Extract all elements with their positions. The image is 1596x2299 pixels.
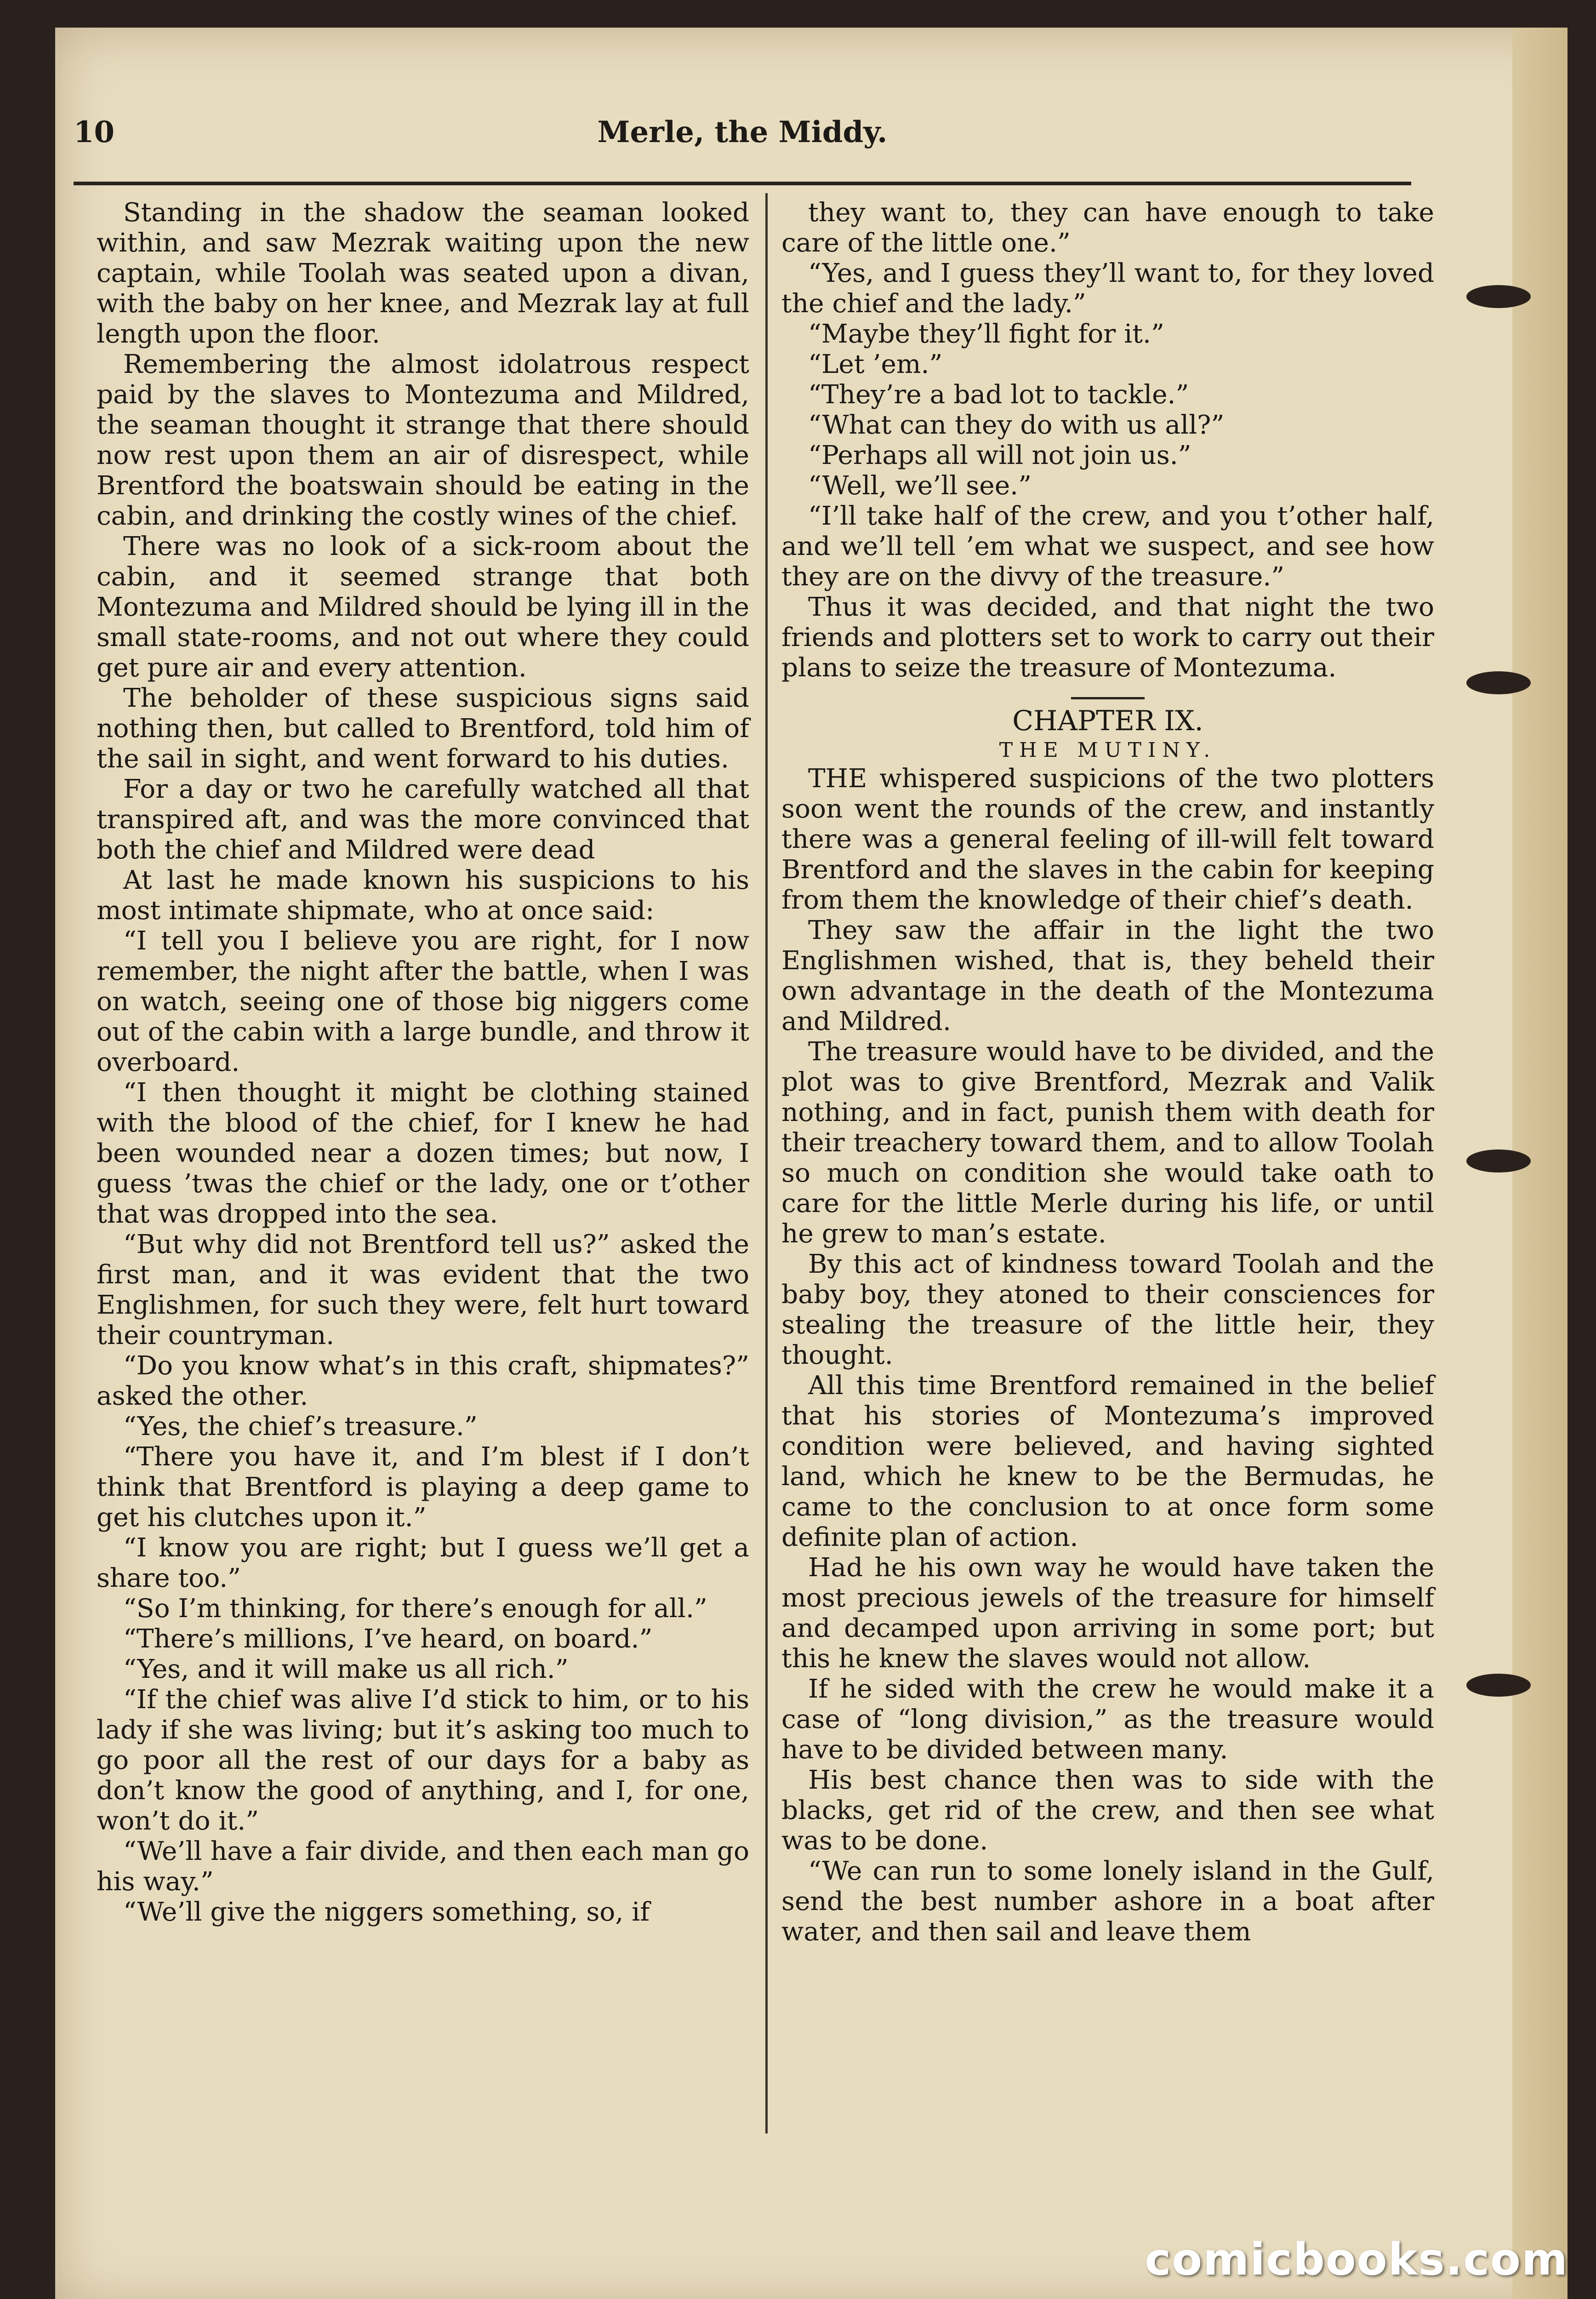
paragraph: “Maybe they’ll fight for it.”	[808, 319, 1164, 349]
column-divider	[765, 193, 768, 2133]
paragraph: “I know you are right; but I guess we’ll get a share too.”	[97, 1533, 749, 1593]
paragraph: By this act of kindness toward Toolah and the baby boy, they atoned to their consciences for stealing the treasure of the little heir, they thought.	[781, 1249, 1434, 1370]
paragraph: “We’ll have a fair divide, and then each man go his way.”	[97, 1836, 749, 1897]
paragraph: The treasure would have to be divided, and the plot was to give Brentford, Mezrak and Valik nothing, and in fact, punish them with death for their treachery toward them, and to allow Toolah so much on condition she would take oath to care for the little Merle during his life, or until he grew to man’s estate.	[781, 1037, 1434, 1249]
section-rule	[1071, 697, 1145, 699]
binding-tear	[1466, 671, 1531, 694]
header-rule	[74, 182, 1411, 185]
binding-tear	[1466, 1674, 1531, 1697]
paragraph: “But why did not Brentford tell us?” asked the first man, and it was evident that the two Englishmen, for such they were, felt hurt toward their countryman.	[97, 1230, 749, 1350]
paragraph: At last he made known his suspicions to his most intimate shipmate, who at once said:	[97, 865, 749, 926]
paragraph: If he sided with the crew he would make it a case of “long division,” as the treasure would have to be divided between many.	[781, 1674, 1434, 1765]
paragraph: For a day or two he carefully watched all that transpired aft, and was the more convinced that both the chief and Mildred were dead	[97, 774, 749, 865]
paragraph: “Let ’em.”	[808, 349, 943, 379]
paragraph: “What can they do with us all?”	[808, 410, 1225, 440]
paragraph: “If the chief was alive I’d stick to him, or to his lady if she was living; but it’s asking too much to go poor all the rest of our days for a baby as don’t know the good of anything, and I, for one, won’t do it.”	[97, 1685, 749, 1836]
paragraph: “Do you know what’s in this craft, shipmates?” asked the other.	[97, 1351, 749, 1411]
paragraph: All this time Brentford remained in the belief that his stories of Montezuma’s improved condition were believed, and having sighted land, which he knew to be the Bermudas, he came to the conclusion to at once form some definite plan of action.	[781, 1371, 1434, 1552]
paragraph: “There’s millions, I’ve heard, on board.”	[123, 1624, 653, 1654]
paragraph: “So I’m thinking, for there’s enough for all.”	[123, 1594, 707, 1624]
chapter-heading: CHAPTER IX.	[1012, 705, 1203, 737]
paragraph: “Yes, and I guess they’ll want to, for they loved the chief and the lady.”	[781, 258, 1434, 319]
binding-tear	[1466, 1150, 1531, 1172]
right-column	[781, 198, 1434, 1947]
paragraph: they want to, they can have enough to take care of the little one.”	[781, 198, 1434, 258]
paragraph: Thus it was decided, and that night the two friends and plotters set to work to carry out their plans to seize the treasure of Montezuma.	[781, 592, 1434, 683]
paragraph: “They’re a bad lot to tackle.”	[808, 380, 1189, 410]
paragraph: “Well, we’ll see.”	[808, 471, 1032, 501]
paragraph: His best chance then was to side with the blacks, get rid of the crew, and then see what was to be done.	[781, 1765, 1434, 1856]
paragraph: There was no look of a sick-room about the cabin, and it seemed strange that both Montezuma and Mildred should be lying ill in the small state-rooms, and not out where they could get pure air and every attention.	[97, 532, 749, 683]
paragraph: “Yes, the chief’s treasure.”	[123, 1412, 478, 1441]
left-column	[97, 198, 749, 1927]
paragraph: “I then thought it might be clothing stained with the blood of the chief, for I knew he had been wounded near a dozen times; but now, I guess ’twas the chief or the lady, one or t’other that was dropped into the sea.	[97, 1078, 749, 1229]
paragraph: “We can run to some lonely island in the Gulf, send the best number ashore in a boat after water, and then sail and leave them	[781, 1856, 1434, 1947]
binding-tear	[1466, 285, 1531, 308]
paragraph: “Yes, and it will make us all rich.”	[123, 1654, 569, 1684]
paragraph: Remembering the almost idolatrous respect paid by the slaves to Montezuma and Mildred, the seaman thought it strange that there should now rest upon them an air of disrespect, while Brentford the boatswain should be eating in the cabin, and drinking the costly wines of the chief.	[97, 349, 749, 531]
chapter-subtitle: THE MUTINY.	[999, 738, 1217, 762]
right-column-bottom	[781, 764, 1434, 1947]
running-title: Merle, the Middy.	[597, 115, 888, 149]
paragraph: “We’ll give the niggers something, so, if	[123, 1897, 650, 1927]
paragraph: The beholder of these suspicious signs said nothing then, but called to Brentford, told him of the sail in sight, and went forward to his duties.	[97, 683, 749, 774]
watermark: comicbooks.com	[1145, 2234, 1568, 2285]
page-number: 10	[74, 115, 115, 149]
page-header	[74, 115, 1411, 161]
paragraph: “I tell you I believe you are right, for I now remember, the night after the battle, when I was on watch, seeing one of those big niggers come out of the cabin with a large bundle, and throw it overboard.	[97, 926, 749, 1077]
paragraph: Standing in the shadow the seaman looked within, and saw Mezrak waiting upon the new captain, while Toolah was seated upon a divan, with the baby on her knee, and Mezrak lay at full length upon the floor.	[97, 198, 749, 349]
paragraph: “There you have it, and I’m blest if I don’t think that Brentford is playing a deep game to get his clutches upon it.”	[97, 1442, 749, 1533]
paragraph: THE whispered suspicions of the two plotters soon went the rounds of the crew, and instantly there was a general feeling of ill-will felt toward Brentford and the slaves in the cabin for keeping from them the knowledge of their chief’s death.	[781, 764, 1434, 915]
paragraph: “I’ll take half of the crew, and you t’other half, and we’ll tell ’em what we suspect, and see how they are on the divvy of the treasure.”	[781, 501, 1434, 592]
paragraph: They saw the affair in the light the two Englishmen wished, that is, they beheld their own advantage in the death of the Montezuma and Mildred.	[781, 915, 1434, 1036]
paragraph: Had he his own way he would have taken the most precious jewels of the treasure for himself and decamped upon arriving in some port; but this he knew the slaves would not allow.	[781, 1553, 1434, 1674]
right-column-top	[781, 198, 1434, 683]
paragraph: “Perhaps all will not join us.”	[808, 440, 1191, 470]
